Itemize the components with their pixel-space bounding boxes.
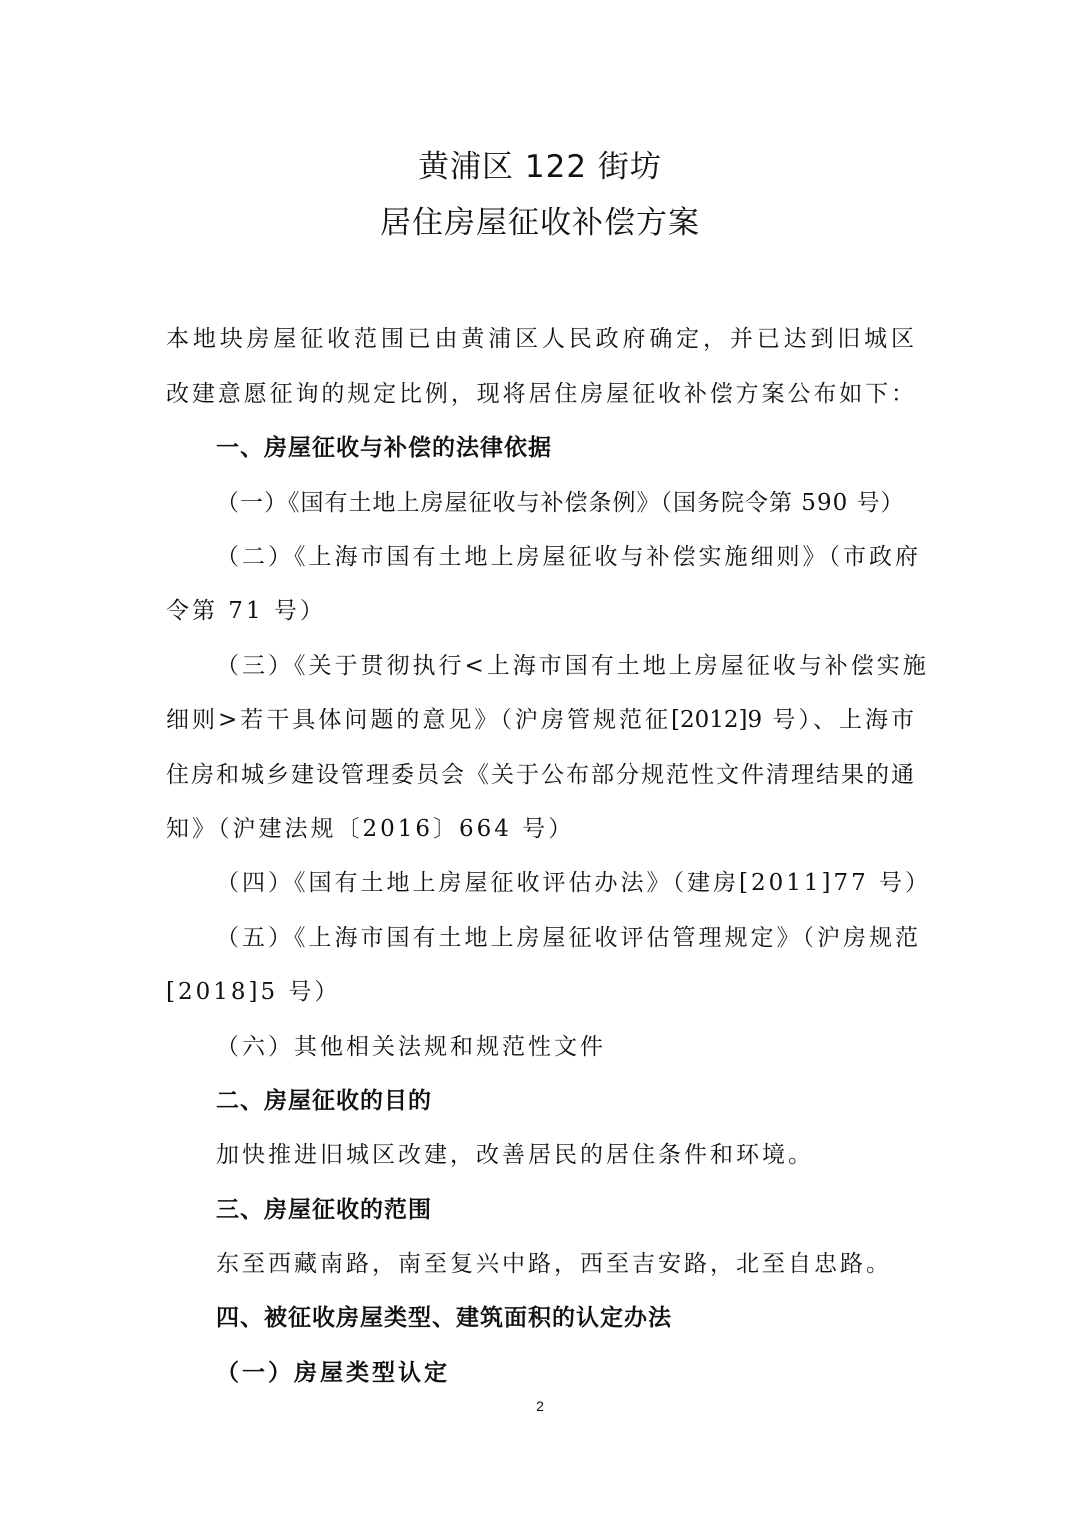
section-heading-purpose: 二、房屋征收的目的 xyxy=(216,1088,432,1114)
intro-line-1: 本地块房屋征收范围已由黄浦区人民政府确定，并已达到旧城区 xyxy=(166,326,914,352)
legal-basis-item-5-line-2: [2018]5 号） xyxy=(166,979,341,1005)
page-number: 2 xyxy=(536,1398,544,1414)
legal-basis-item-2-line-1: （二）《上海市国有土地上房屋征收与补偿实施细则》（市政府 xyxy=(216,544,921,570)
subsection-heading-house-type: （一）房屋类型认定 xyxy=(216,1360,450,1386)
document-title-line1: 黄浦区 122 街坊 xyxy=(418,149,662,185)
legal-basis-item-2-line-2: 令第 71 号） xyxy=(166,598,326,624)
legal-basis-item-3-line-4: 知》（沪建法规〔2016〕664 号） xyxy=(166,816,575,842)
purpose-text: 加快推进旧城区改建，改善居民的居住条件和环境。 xyxy=(216,1142,814,1168)
legal-basis-item-3-line-2: 细则>若干具体问题的意见》（沪房管规范征[2012]9 号）、上海市 xyxy=(166,707,914,733)
legal-basis-item-6: （六）其他相关法规和规范性文件 xyxy=(216,1034,606,1060)
section-heading-house-type: 四、被征收房屋类型、建筑面积的认定办法 xyxy=(216,1305,672,1331)
legal-basis-item-4: （四）《国有土地上房屋征收评估办法》（建房[2011]77 号） xyxy=(216,870,932,896)
section-heading-legal-basis: 一、房屋征收与补偿的法律依据 xyxy=(216,435,552,461)
section-heading-scope: 三、房屋征收的范围 xyxy=(216,1197,432,1223)
legal-basis-item-1: （一）《国有土地上房屋征收与补偿条例》（国务院令第 590 号） xyxy=(216,490,905,516)
legal-basis-item-3-line-1: （三）《关于贯彻执行<上海市国有土地上房屋征收与补偿实施 xyxy=(216,653,929,679)
intro-line-2: 改建意愿征询的规定比例，现将居住房屋征收补偿方案公布如下： xyxy=(166,381,914,407)
legal-basis-item-5-line-1: （五）《上海市国有土地上房屋征收评估管理规定》（沪房规范 xyxy=(216,925,921,951)
document-title-line2: 居住房屋征收补偿方案 xyxy=(380,205,700,241)
scope-text: 东至西藏南路，南至复兴中路，西至吉安路，北至自忠路。 xyxy=(216,1251,892,1277)
legal-basis-item-3-line-3: 住房和城乡建设管理委员会《关于公布部分规范性文件清理结果的通 xyxy=(166,762,914,788)
